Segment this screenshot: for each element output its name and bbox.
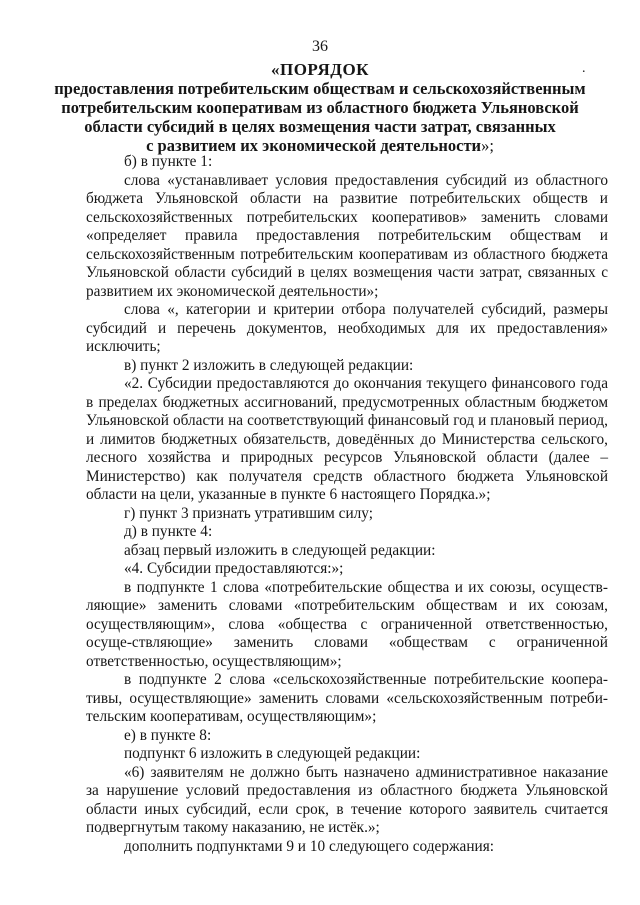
paragraph: «4. Субсидии предоставляются:»; [124, 560, 344, 577]
paragraph: дополнить подпунктами 9 и 10 следующего содержания: [124, 837, 494, 855]
paragraph: в подпункте 1 слова «потребительские общества и их союзы, осуществ-ляющие» заменить словами «потребительским обществам и их союзам, осуществляющим», слова «общества с ограниченной ответственностью, осуще-ствляющие» заменить словами «обществам с ограниченной ответственностью, осуществляющим»; [86, 578, 608, 670]
document-body [86, 153, 608, 856]
paragraph: абзац первый изложить в следующей редакции: [124, 541, 436, 559]
page-number: 36 [312, 38, 328, 55]
paragraph: б) в пункте 1: [124, 153, 213, 170]
paragraph: е) в пункте 8: [124, 726, 212, 744]
document-title [0, 60, 640, 155]
paragraph: в подпункте 2 слова «сельскохозяйственные потребительские коопера-тивы, осуществляющие» заменить словами «сельскохозяйственным потреби-тельским кооперативам, осуществляющим»; [86, 671, 608, 725]
title-line-3: потребительским кооперативам из областного бюджета Ульяновской [61, 98, 579, 117]
paragraph: слова «устанавливает условия предоставления субсидий из областного бюджета Ульяновской области на развитие потребительских обществ и сельскохозяйственных потребительских кооперативов» заменить словами «определяет правила предоставления потребительским обществам и сельскохозяйственным потребительским кооперативам из областного бюджета Ульяновской области субсидий в целях возмещения части затрат, связанных с развитием их экономической деятельности»; [86, 171, 608, 300]
stray-dot: . [582, 61, 586, 76]
paragraph: д) в пункте 4: [124, 523, 213, 540]
title-line-4: области субсидий в целях возмещения части затрат, связанных [84, 117, 556, 136]
title-line-5-tail: »; [481, 136, 494, 155]
paragraph: «2. Субсидии предоставляются до окончания текущего финансового года в пределах бюджетных ассигнований, предусмотренных областным бюджетом Ульяновской области на соответствующий финансовый год и плановый период, и лимитов бюджетных обязательств, доведённых до Министерства сельского, лесного хозяйства и природных ресурсов Ульяновской области (далее – Министерство) как получателя средств областного бюджета Ульяновской области на цели, указанные в пункте 6 настоящего Порядка.»; [86, 375, 608, 503]
paragraph: г) пункт 3 признать утратившим силу; [124, 504, 373, 522]
paragraph: «6) заявителям не должно быть назначено административное наказание за нарушение условий предоставления из областного бюджета Ульяновской области иных субсидий, если срок, в течение которого заявитель считается подвергнутым такому наказанию, не истёк.»; [86, 763, 608, 836]
title-heading: «ПОРЯДОК [270, 60, 369, 79]
title-line-5-text: с развитием их экономической деятельности [146, 136, 482, 155]
title-line-2: предоставления потребительским обществам и сельскохозяйственным [54, 79, 586, 98]
paragraph: подпункт 6 изложить в следующей редакции: [124, 745, 421, 762]
paragraph: слова «, категории и критерии отбора получателей субсидий, размеры субсидий и перечень документов, необходимых для их предоставления» исключить; [86, 301, 608, 355]
paragraph: в) пункт 2 изложить в следующей редакции: [124, 356, 414, 374]
